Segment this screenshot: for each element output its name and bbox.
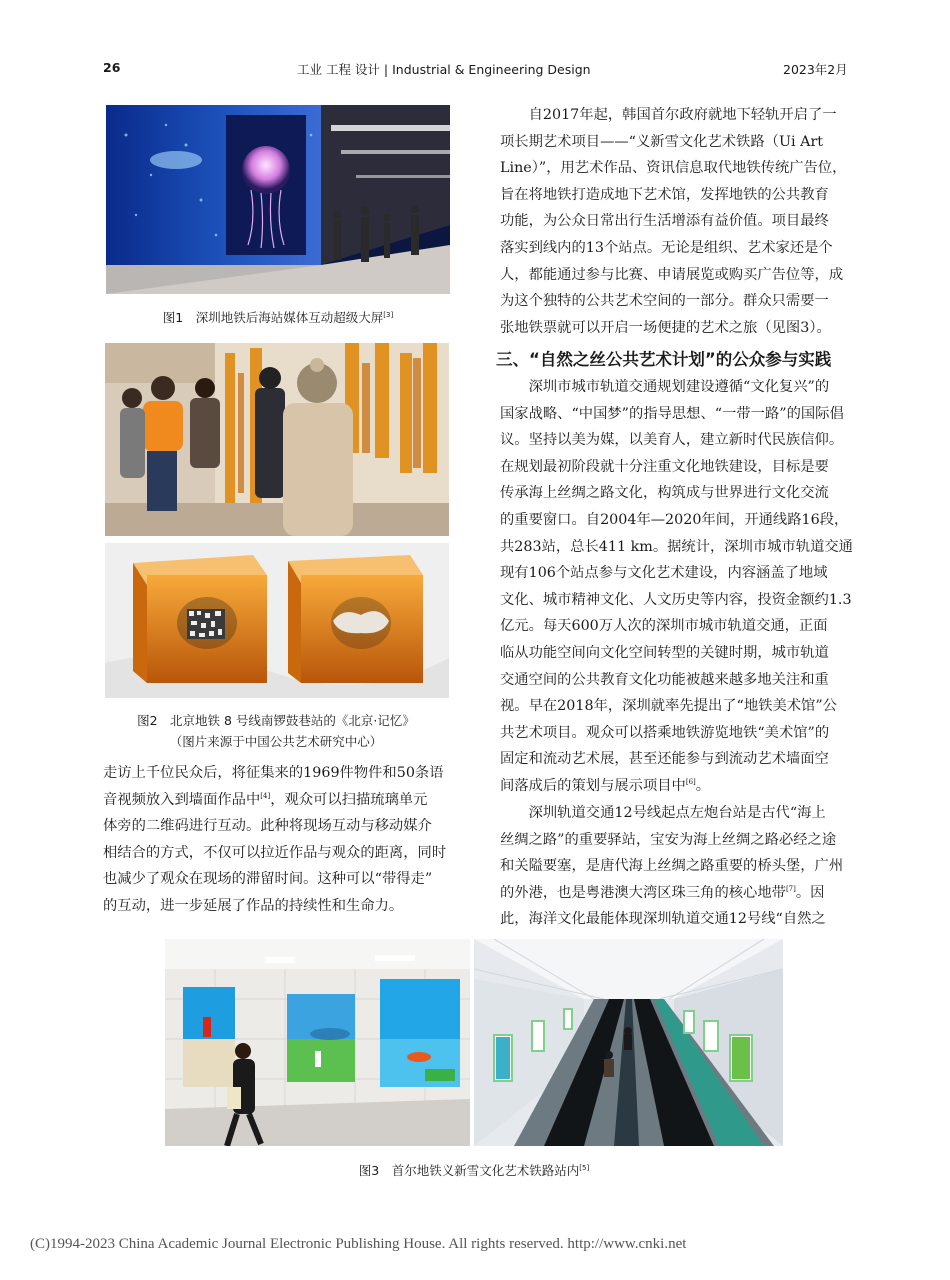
- figure-2-caption-line-1: 图2 北京地铁 8 号线南锣鼓巷站的《北京·记忆》: [137, 713, 415, 728]
- text-fragment: 。: [695, 777, 711, 794]
- text-line: 自2017年起，韩国首尔政府就地下轻轨开启了一: [500, 107, 837, 123]
- text-line: 现有106个站点参与文化艺术建设，内容涵盖了地域: [500, 565, 828, 582]
- visitors-glass-wall-illustration: [105, 343, 449, 536]
- text-line: 落实到线内的13个站点。无论是组织、艺术家还是个: [500, 239, 833, 256]
- figure-2-photo-visitors: [105, 343, 449, 536]
- text-line: Line）”，用艺术作品、资讯信息取代地铁传统广告位，: [500, 160, 847, 177]
- text-line: 功能，为公众日常出行生活增添有益价值。项目最终: [500, 213, 829, 230]
- text-line: 丝绸之路”的重要驿站，宝安为海上丝绸之路必经之途: [500, 831, 837, 848]
- text-line: 的互动，进一步延展了作品的持续性和生命力。: [103, 897, 404, 914]
- text-line: 体旁的二维码进行互动。此种将现场互动与移动媒介: [103, 818, 432, 835]
- citation-6: [6]: [685, 778, 696, 787]
- journal-title: 工业 工程 设计 | Industrial & Engineering Design: [297, 62, 591, 77]
- text-line: 视。早在2018年，深圳就率先提出了“地铁美术馆”公: [500, 698, 837, 715]
- text-line: 议。坚持以美为媒，以美育人，建立新时代民族信仰。: [500, 432, 844, 449]
- text-line: 传承海上丝绸之路文化，构筑成与世界进行文化交流: [500, 485, 829, 502]
- corridor-art-illustration: [165, 939, 470, 1146]
- figure-3-photo-corridor: [165, 939, 470, 1146]
- text-line: 共283站，总长411 km。据统计，深圳市城市轨道交通: [500, 538, 853, 555]
- text-line: 固定和流动艺术展，甚至还能参与到流动艺术墙面空: [500, 751, 829, 768]
- text-line: 人，都能通过参与比赛、申请展览或购买广告位等，成: [500, 266, 844, 283]
- text-line: 此，海洋文化最能体现深圳轨道交通12号线“自然之: [500, 911, 826, 928]
- text-line: 共艺术项目。观众可以搭乘地铁游览地铁“美术馆”的: [500, 724, 830, 741]
- figure-1-citation: [3]: [383, 311, 394, 319]
- right-column-paragraph-3: [500, 800, 850, 933]
- figure-3-caption: [165, 1158, 783, 1181]
- page-number: 26: [103, 60, 121, 75]
- text-line: 国家战略、“中国梦”的指导思想、“一带一路”的国际倡: [500, 405, 844, 422]
- text-line: 相结合的方式，不仅可以拉近作品与观众的距离，同时: [103, 844, 447, 861]
- figure-1-caption-text: 图1 深圳地铁后海站媒体互动超级大屏: [162, 310, 384, 326]
- text-fragment: 的外港，也是粤港澳大湾区珠三角的核心地带: [500, 884, 786, 901]
- text-line: 亿元。每天600万人次的深圳市城市轨道交通，正面: [500, 618, 828, 635]
- figure-1-photo: [106, 105, 450, 294]
- section-heading: 三、“自然之丝公共艺术计划”的公众参与实践: [496, 350, 832, 369]
- text-line: 文化、城市精神文化、人文历史等内容，投资金额约1.3: [500, 591, 852, 608]
- text-line: [500, 880, 850, 907]
- text-line: 在规划最初阶段就十分注重文化地铁建设，目标是要: [500, 458, 829, 475]
- citation-4: [4]: [260, 791, 271, 800]
- text-line: 也减少了观众在现场的滞留时间。这种可以“带得走”: [103, 871, 433, 888]
- text-line: 项长期艺术项目——“义新雪文化艺术铁路（Ui Art: [500, 133, 824, 150]
- text-line: 走访上千位民众后，将征集来的1969件物件和50条语: [103, 765, 444, 781]
- text-fragment: 音视频放入到墙面作品中: [103, 791, 261, 808]
- figure-3-caption-text: 图3 首尔地铁义新雪文化艺术铁路站内: [358, 1163, 580, 1179]
- text-line: 深圳轨道交通12号线起点左炮台站是古代“海上: [500, 805, 826, 821]
- left-column-paragraph: [103, 760, 448, 920]
- text-line: 临从功能空间向文化空间转型的关键时期，城市轨道: [500, 644, 829, 661]
- text-line: 旨在将地铁打造成地下艺术馆，发挥地铁的公共教育: [500, 186, 829, 203]
- figure-2-caption-line-2: （图片来源于中国公共艺术研究中心）: [169, 734, 383, 749]
- text-line: [103, 787, 448, 814]
- right-column-paragraph-2: [500, 374, 853, 800]
- figure-2-caption: [90, 710, 462, 752]
- text-line: [500, 773, 850, 800]
- text-line: 的重要窗口。自2004年—2020年间，开通线路16段，: [500, 511, 849, 528]
- figure-3-photo-escalator: [474, 939, 783, 1146]
- issue-date: 2023年2月: [783, 62, 848, 77]
- text-line: 为这个独特的公共艺术空间的一部分。群众只需要一: [500, 293, 829, 310]
- figure-2-photo-glass-cubes: [105, 543, 449, 698]
- right-column-paragraph-1: [500, 102, 850, 341]
- figure-3-citation: [5]: [579, 1164, 590, 1172]
- text-fragment: 间落成后的策划与展示项目中: [500, 777, 686, 794]
- citation-7: [7]: [785, 885, 796, 894]
- escalator-illustration: [474, 939, 783, 1146]
- text-line: 交通空间的公共教育文化功能被越来越多地关注和重: [500, 671, 829, 688]
- text-line: 和关隘要塞，是唐代海上丝绸之路重要的桥头堡，广州: [500, 858, 844, 875]
- text-fragment: 。因: [795, 884, 825, 901]
- copyright-footer: (C)1994-2023 China Academic Journal Electronic Publishing House. All rights reserved. http://www.cnki.net: [30, 1236, 687, 1252]
- text-line: 张地铁票就可以开启一场便捷的艺术之旅（见图3）。: [500, 319, 831, 336]
- figure-1-caption: [106, 305, 450, 328]
- amber-glass-cubes-illustration: [105, 543, 449, 698]
- page-header: [0, 60, 950, 80]
- subway-screen-illustration: [106, 105, 450, 294]
- text-fragment: ，观众可以扫描琉璃单元: [270, 791, 428, 808]
- text-line: 深圳市城市轨道交通规划建设遵循“文化复兴”的: [500, 379, 830, 395]
